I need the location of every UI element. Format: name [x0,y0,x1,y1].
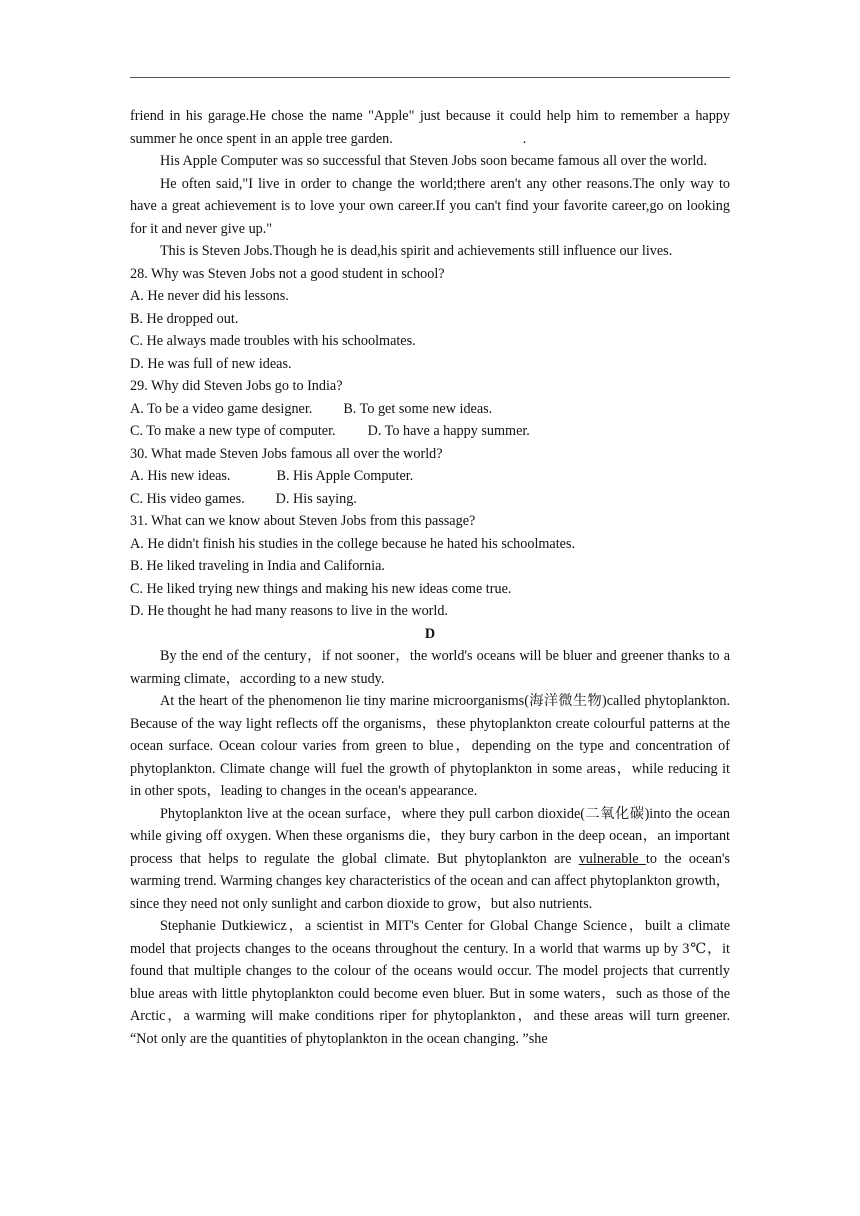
section-d-paragraph-4: Stephanie Dutkiewicz，a scientist in MIT's Center for Global Change Science，built a climate model that projects changes to the oceans throughout the century. In a world that warms up by 3℃，it found that multiple changes to the colour of the oceans would occur. The model projects that currently blue areas with little phytoplankton could become even bluer. But in some waters，such as those of the Arctic，a warming will make conditions riper for phytoplankton，and these areas will turn greener. “Not only are the quantities of phytoplankton in the ocean changing. ”she [130,918,730,1047]
stray-period: . [522,130,527,147]
section-d-paragraph-2: At the heart of the phenomenon lie tiny marine microorganisms(海洋微生物)called phytoplankton. Because of the way light reflects off the organisms，these phytoplankton create colourful patterns at the ocean surface. Ocean colour varies from green to blue，depending on the type and concentration of phytoplankton. Climate change will fuel the growth of phytoplankton in some areas，while reducing it in other spots，leading to changes in the ocean's appearance. [130,693,730,799]
passage-c-paragraph-3: He often said,"I live in order to change the world;there aren't any other reasons.The only way to have a great achievement is to love your own career.If you can't find your favorite career,go on looking for it and never give up." [130,175,730,237]
passage-c-paragraph-1-text: friend in his garage.He chose the name "Apple" just because it could help him to remember a happy summer he once spent in an apple tree garden. [130,108,730,147]
question-30-option-d: D. His saying. [275,490,357,507]
question-29-option-b: B. To get some new ideas. [343,400,493,417]
underlined-word-vulnerable: vulnerable [578,850,646,867]
question-28-option-a: A. He never did his lessons. [130,288,289,304]
question-28-stem: 28. Why was Steven Jobs not a good student in school? [130,265,445,282]
section-d-paragraph-1: By the end of the century，if not sooner，the world's oceans will be bluer and greener thanks to a warming climate，according to a new study. [130,648,730,687]
question-30-options-cd [130,488,730,511]
passage-c-paragraph-4: This is Steven Jobs.Though he is dead,his spirit and achievements still influence our lives. [160,243,673,259]
question-29-options-ab [130,398,730,421]
question-31-option-a: A. He didn't finish his studies in the college because he hated his schoolmates. [130,535,576,552]
question-29-options-cd [130,420,730,443]
section-d-heading: D [424,625,436,642]
passage-c-paragraph-2: His Apple Computer was so successful that Steven Jobs soon became famous all over the world. [160,153,707,169]
section-d-paragraph-3-text-end: to the ocean's warming trend. Warming changes key characteristics of the ocean and can affect phytoplankton growth，since they need not only sunlight and carbon dioxide to grow，but also nutrients. [130,850,731,912]
question-30-option-c: C. His video games. [130,490,245,507]
question-29-option-a: A. To be a video game designer. [130,400,313,417]
question-28-option-c: C. He always made troubles with his schoolmates. [130,333,416,349]
question-29-option-d: D. To have a happy summer. [367,423,530,439]
question-31-option-d: D. He thought he had many reasons to live in the world. [130,603,448,619]
section-d-paragraph-3 [130,803,730,916]
question-31-stem: 31. What can we know about Steven Jobs from this passage? [130,513,476,529]
question-30-option-b: B. His Apple Computer. [276,468,414,484]
question-30-option-a: A. His new ideas. [130,468,231,484]
question-30-options-ab [130,465,730,488]
question-28-option-d: D. He was full of new ideas. [130,355,292,372]
question-28-option-b: B. He dropped out. [130,310,239,327]
question-31-option-b: B. He liked traveling in India and California. [130,558,385,574]
section-d-paragraph-3-text-start: Phytoplankton live at the ocean surface，where they pull carbon dioxide(二氧化碳)into the ocean while giving off oxygen. When these organisms die，they bury carbon in the deep ocean，an important process that helps to regulate the global climate. But phytoplankton are [130,805,730,867]
passage-c-paragraph-1 [130,105,730,150]
question-29-option-c: C. To make a new type of computer. [130,423,336,439]
question-30-stem: 30. What made Steven Jobs famous all over the world? [130,445,443,462]
page-content [130,105,730,1050]
question-29-stem: 29. Why did Steven Jobs go to India? [130,378,343,394]
header-rule [130,77,730,78]
question-31-option-c: C. He liked trying new things and making his new ideas come true. [130,580,512,597]
